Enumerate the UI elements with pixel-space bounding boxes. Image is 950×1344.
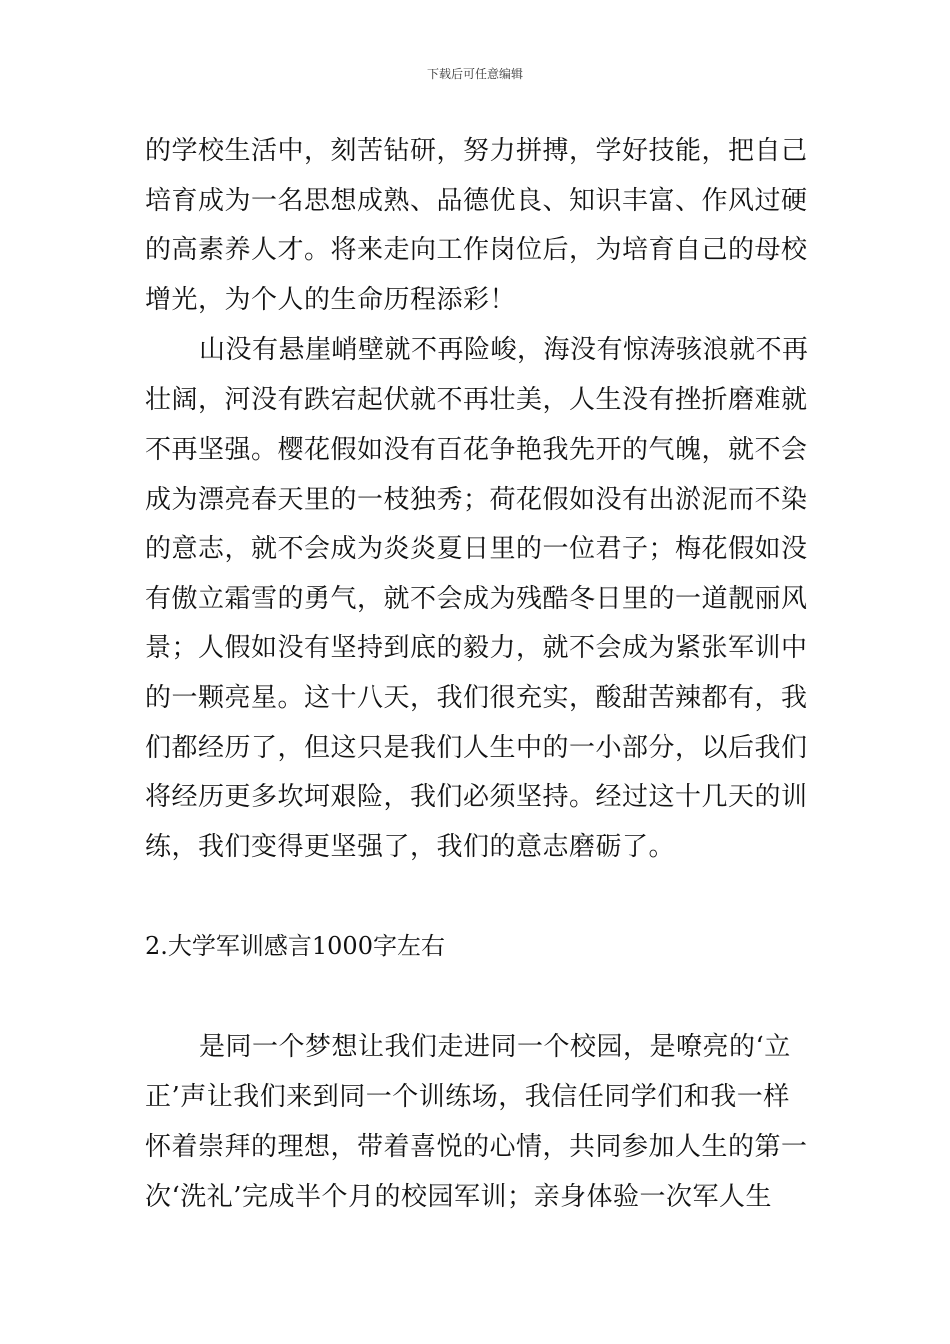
paragraph-line: 培育成为一名思想成熟、品德优良、知识丰富、作风过硬: [145, 186, 808, 216]
paragraph-line: 是同一个梦想让我们走进同一个校园，是嘹亮的‘立: [199, 1032, 791, 1062]
paragraph-line: 成为漂亮春天里的一枝独秀；荷花假如没有出淤泥而不染: [145, 485, 808, 515]
paragraph-line: 山没有悬崖峭壁就不再险峻，海没有惊涛骇浪就不再: [199, 335, 809, 365]
paragraph-line: 不再坚强。樱花假如没有百花争艳我先开的气魄，就不会: [145, 435, 808, 465]
paragraph-line: 增光，为个人的生命历程添彩！: [145, 285, 517, 315]
paragraph-line: 景；人假如没有坚持到底的毅力，就不会成为紧张军训中: [145, 633, 808, 663]
paragraph-line: 的学校生活中，刻苦钻研，努力拼搏，学好技能，把自己: [145, 136, 808, 166]
page-header: 下载后可任意编辑: [426, 67, 523, 81]
paragraph-line: 正’声让我们来到同一个训练场，我信任同学们和我一样: [145, 1082, 790, 1112]
paragraph-line: 们都经历了，但这只是我们人生中的一小部分，以后我们: [145, 733, 808, 763]
paragraph-line: 练，我们变得更坚强了，我们的意志磨砺了。: [145, 832, 676, 862]
paragraph-line: 有傲立霜雪的勇气，就不会成为残酷冬日里的一道靓丽风: [145, 584, 808, 614]
paragraph-line: 的意志，就不会成为炎炎夏日里的一位君子；梅花假如没: [145, 534, 808, 564]
section-heading: 2.大学军训感言1000字左右: [145, 932, 445, 960]
paragraph-line: 的一颗亮星。这十八天，我们很充实，酸甜苦辣都有，我: [145, 683, 808, 713]
paragraph-line: 将经历更多坎坷艰险，我们必须坚持。经过这十几天的训: [145, 782, 808, 812]
paragraph-line: 壮阔，河没有跌宕起伏就不再壮美，人生没有挫折磨难就: [145, 385, 808, 415]
paragraph-line: 怀着崇拜的理想，带着喜悦的心情，共同参加人生的第一: [145, 1132, 808, 1162]
paragraph-line: 的高素养人才。将来走向工作岗位后，为培育自己的母校: [145, 235, 808, 265]
paragraph-line: 次‘洗礼’完成半个月的校园军训；亲身体验一次军人生: [145, 1182, 773, 1212]
